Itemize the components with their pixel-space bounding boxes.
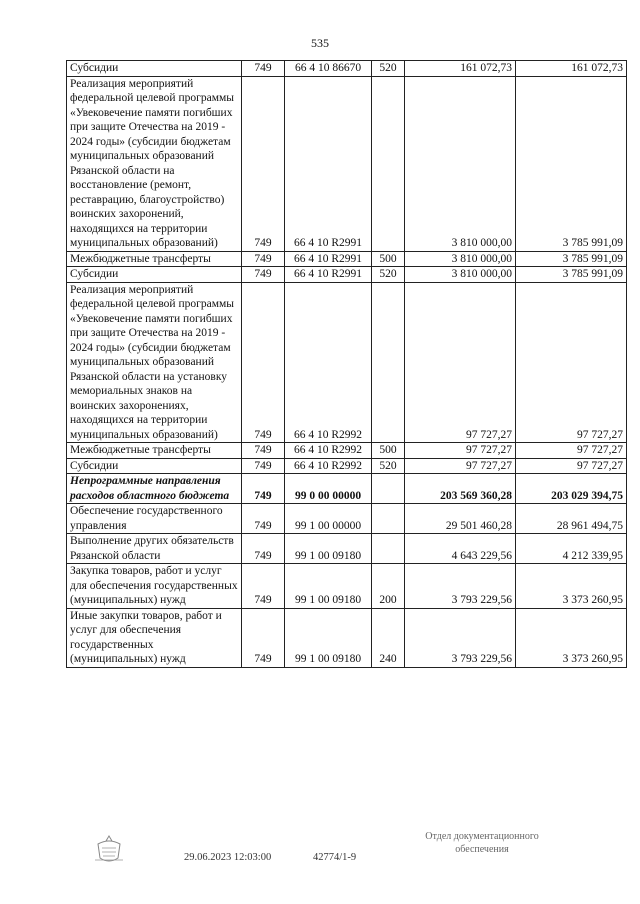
cell-name: Выполнение других обязательств Рязанской области — [67, 534, 242, 564]
cell-ved: 749 — [242, 534, 285, 564]
cell-ved: 749 — [242, 76, 285, 251]
cell-ved: 749 — [242, 608, 285, 667]
cell-amount-approved: 97 727,27 — [405, 282, 516, 443]
cell-amount-executed: 4 212 339,95 — [516, 534, 627, 564]
table-row — [67, 458, 627, 474]
cell-vr: 500 — [372, 443, 405, 459]
cell-vr: 200 — [372, 564, 405, 609]
cell-amount-executed: 3 373 260,95 — [516, 564, 627, 609]
table-row — [67, 282, 627, 443]
cell-csr: 66 4 10 R2992 — [285, 282, 372, 443]
cell-name: Субсидии — [67, 61, 242, 77]
department-stamp — [407, 830, 557, 856]
cell-amount-approved: 3 810 000,00 — [405, 267, 516, 283]
table-row — [67, 564, 627, 609]
cell-amount-executed: 3 785 991,09 — [516, 251, 627, 267]
cell-amount-executed: 3 785 991,09 — [516, 267, 627, 283]
table-row — [67, 61, 627, 77]
cell-ved: 749 — [242, 251, 285, 267]
cell-amount-approved: 97 727,27 — [405, 443, 516, 459]
cell-ved: 749 — [242, 443, 285, 459]
table-row — [67, 504, 627, 534]
cell-csr: 66 4 10 R2991 — [285, 267, 372, 283]
cell-vr: 500 — [372, 251, 405, 267]
cell-csr: 99 1 00 09180 — [285, 564, 372, 609]
cell-name: Межбюджетные трансферты — [67, 251, 242, 267]
cell-vr: 520 — [372, 61, 405, 77]
footer-doc-number: 42774/1-9 — [313, 852, 357, 863]
cell-csr: 66 4 10 R2991 — [285, 76, 372, 251]
cell-amount-approved: 3 793 229,56 — [405, 564, 516, 609]
cell-csr: 66 4 10 86670 — [285, 61, 372, 77]
cell-csr: 99 1 00 00000 — [285, 504, 372, 534]
table-row — [67, 443, 627, 459]
cell-vr — [372, 504, 405, 534]
footer-datetime: 29.06.2023 12:03:00 — [184, 852, 272, 863]
cell-amount-approved: 4 643 229,56 — [405, 534, 516, 564]
cell-amount-executed: 203 029 394,75 — [516, 474, 627, 504]
cell-name: Закупка товаров, работ и услуг для обеспечения государственных (муниципальных) нужд — [67, 564, 242, 609]
cell-ved: 749 — [242, 267, 285, 283]
stamp-line-2: обеспечения — [455, 844, 509, 855]
cell-vr: 520 — [372, 267, 405, 283]
cell-ved: 749 — [242, 282, 285, 443]
cell-ved: 749 — [242, 504, 285, 534]
cell-csr: 99 0 00 00000 — [285, 474, 372, 504]
cell-amount-executed: 3 785 991,09 — [516, 76, 627, 251]
cell-csr: 66 4 10 R2992 — [285, 458, 372, 474]
cell-amount-executed: 97 727,27 — [516, 458, 627, 474]
cell-amount-approved: 29 501 460,28 — [405, 504, 516, 534]
cell-csr: 66 4 10 R2991 — [285, 251, 372, 267]
cell-amount-executed: 3 373 260,95 — [516, 608, 627, 667]
cell-amount-approved: 97 727,27 — [405, 458, 516, 474]
table-row — [67, 76, 627, 251]
cell-name: Субсидии — [67, 267, 242, 283]
cell-amount-approved: 3 793 229,56 — [405, 608, 516, 667]
cell-vr — [372, 282, 405, 443]
cell-name: Реализация мероприятий федеральной целевой программы «Увековечение памяти погибших при защите Отечества на 2019 - 2024 годы» (субсидии бюджетам муниципальных образований Рязанской области на восстановление (ремонт, реставрацию, благоустройство) воинских захоронений, находящихся на территории муниципальных образований) — [67, 76, 242, 251]
cell-name: Межбюджетные трансферты — [67, 443, 242, 459]
budget-table — [66, 60, 627, 668]
cell-amount-approved: 161 072,73 — [405, 61, 516, 77]
cell-amount-approved: 3 810 000,00 — [405, 76, 516, 251]
cell-ved: 749 — [242, 564, 285, 609]
cell-ved: 749 — [242, 474, 285, 504]
cell-name: Иные закупки товаров, работ и услуг для обеспечения государственных (муниципальных) нужд — [67, 608, 242, 667]
table-row — [67, 608, 627, 667]
cell-vr: 520 — [372, 458, 405, 474]
cell-amount-executed: 28 961 494,75 — [516, 504, 627, 534]
table-row — [67, 267, 627, 283]
cell-amount-approved: 3 810 000,00 — [405, 251, 516, 267]
cell-name: Субсидии — [67, 458, 242, 474]
page-number: 535 — [311, 36, 329, 50]
cell-amount-approved: 203 569 360,28 — [405, 474, 516, 504]
cell-vr: 240 — [372, 608, 405, 667]
cell-name: Реализация мероприятий федеральной целевой программы «Увековечение памяти погибших при защите Отечества на 2019 - 2024 годы» (субсидии бюджетам муниципальных образований Рязанской области на установку мемориальных знаков на воинских захоронениях, находящихся на территории муниципальных образований) — [67, 282, 242, 443]
cell-name: Обеспечение государственного управления — [67, 504, 242, 534]
cell-csr: 66 4 10 R2992 — [285, 443, 372, 459]
cell-csr: 99 1 00 09180 — [285, 608, 372, 667]
cell-name: Непрограммные направления расходов областного бюджета — [67, 474, 242, 504]
table-row — [67, 251, 627, 267]
cell-ved: 749 — [242, 458, 285, 474]
cell-vr — [372, 534, 405, 564]
cell-amount-executed: 97 727,27 — [516, 282, 627, 443]
cell-vr — [372, 76, 405, 251]
stamp-line-1: Отдел документационного — [425, 831, 539, 842]
table-row — [67, 534, 627, 564]
cell-csr: 99 1 00 09180 — [285, 534, 372, 564]
coat-of-arms-icon — [92, 834, 126, 866]
cell-vr — [372, 474, 405, 504]
cell-amount-executed: 97 727,27 — [516, 443, 627, 459]
cell-amount-executed: 161 072,73 — [516, 61, 627, 77]
cell-ved: 749 — [242, 61, 285, 77]
table-row — [67, 474, 627, 504]
